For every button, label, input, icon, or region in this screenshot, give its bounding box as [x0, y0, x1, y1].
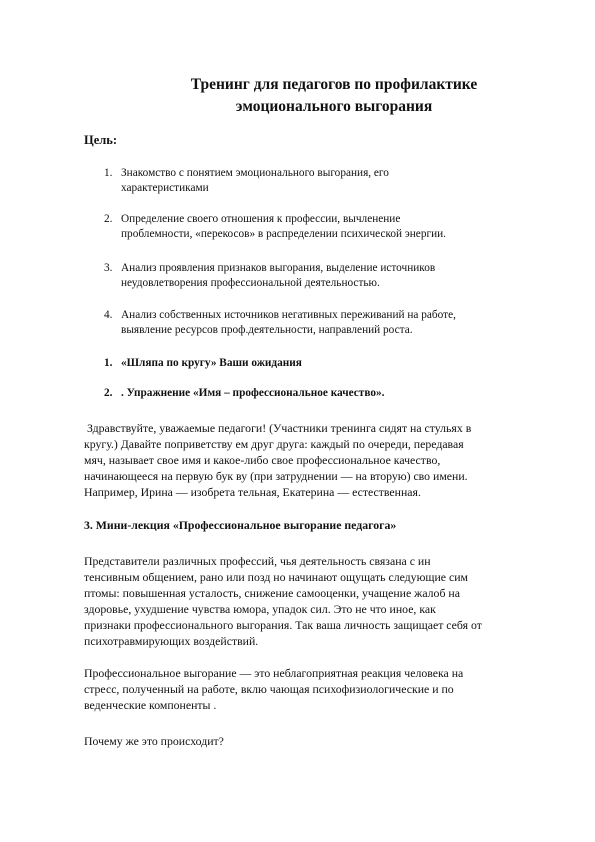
- goal-text-line: Анализ собственных источников негативных переживаний на работе,: [121, 309, 456, 321]
- step-number: 2.: [104, 387, 113, 399]
- section-heading-mini-lecture: 3. Мини-лекция «Профессиональное выгорание педагога»: [84, 518, 397, 532]
- goal-label: Цель:: [84, 133, 118, 147]
- paragraph-line: Например, Ирина — изобрета тельная, Екатерина — естественная.: [84, 485, 421, 499]
- paragraph-line: психотравмирующих воздействий.: [84, 634, 259, 648]
- paragraph-line: Профессиональное выгорание — это неблагоприятная реакция человека на: [84, 666, 464, 680]
- paragraph-line: стресс, полученный на работе, вклю чающая психофизиологические и по: [84, 682, 454, 696]
- goal-number: 2.: [104, 213, 113, 225]
- paragraph-line: Представители различных профессий, чья деятельность связана с ин: [84, 554, 431, 568]
- lecture-paragraph-1: [84, 553, 534, 649]
- intro-paragraph: [84, 420, 534, 500]
- document-title-line-2: эмоционального выгорания: [235, 98, 433, 115]
- paragraph-line: тенсивным общением, рано или позд но начинают ощущать следующие сим: [84, 570, 468, 584]
- goal-text-line: характеристиками: [121, 182, 209, 194]
- goal-text: [121, 308, 546, 338]
- goal-text: [121, 261, 546, 291]
- goal-number: 3.: [104, 262, 113, 274]
- goal-text: [121, 212, 546, 242]
- paragraph-line: мяч, называет свое имя и какое-либо свое профессиональное качество,: [84, 453, 441, 467]
- step-text: . Упражнение «Имя – профессиональное качество».: [121, 387, 385, 399]
- lecture-paragraph-2: [84, 665, 534, 713]
- paragraph-line: Здравствуйте, уважаемые педагоги! (Участники тренинга сидят на стульях в: [84, 421, 472, 435]
- goal-text-line: неудовлетворения профессиональной деятельностью.: [121, 277, 380, 289]
- goal-text-line: выявление ресурсов проф.деятельности, направлений роста.: [121, 324, 413, 336]
- paragraph-line: начинающееся на первую бук ву (при затруднении — на вторую) сво имени.: [84, 469, 468, 483]
- goal-text-line: проблемности, «перекосов» в распределении психической энергии.: [121, 228, 447, 240]
- goal-number: 1.: [104, 167, 113, 179]
- question-line: Почему же это происходит?: [84, 734, 224, 748]
- document-title-line-1: Тренинг для педагогов по профилактике: [190, 76, 478, 93]
- paragraph-line: кругу.) Давайте поприветству ем друг друга: каждый по очереди, передавая: [84, 437, 464, 451]
- step-number: 1.: [104, 357, 113, 369]
- step-text: «Шляпа по кругу» Ваши ожидания: [121, 357, 302, 369]
- paragraph-line: птомы: повышенная усталость, снижение самооценки, учащение жалоб на: [84, 586, 460, 600]
- goal-number: 4.: [104, 309, 113, 321]
- goal-text-line: Знакомство с понятием эмоционального выгорания, его: [121, 167, 389, 179]
- goal-text-line: Анализ проявления признаков выгорания, выделение источников: [121, 262, 436, 274]
- paragraph-line: признаки профессионального выгорания. Так ваша личность защищает себя от: [84, 618, 482, 632]
- goal-text: [121, 166, 546, 196]
- goal-text-line: Определение своего отношения к профессии, вычленение: [121, 213, 401, 225]
- paragraph-line: здоровье, ухудшение чувства юмора, упадок сил. Это не что иное, как: [84, 602, 436, 616]
- paragraph-line: веденческие компоненты .: [84, 698, 217, 712]
